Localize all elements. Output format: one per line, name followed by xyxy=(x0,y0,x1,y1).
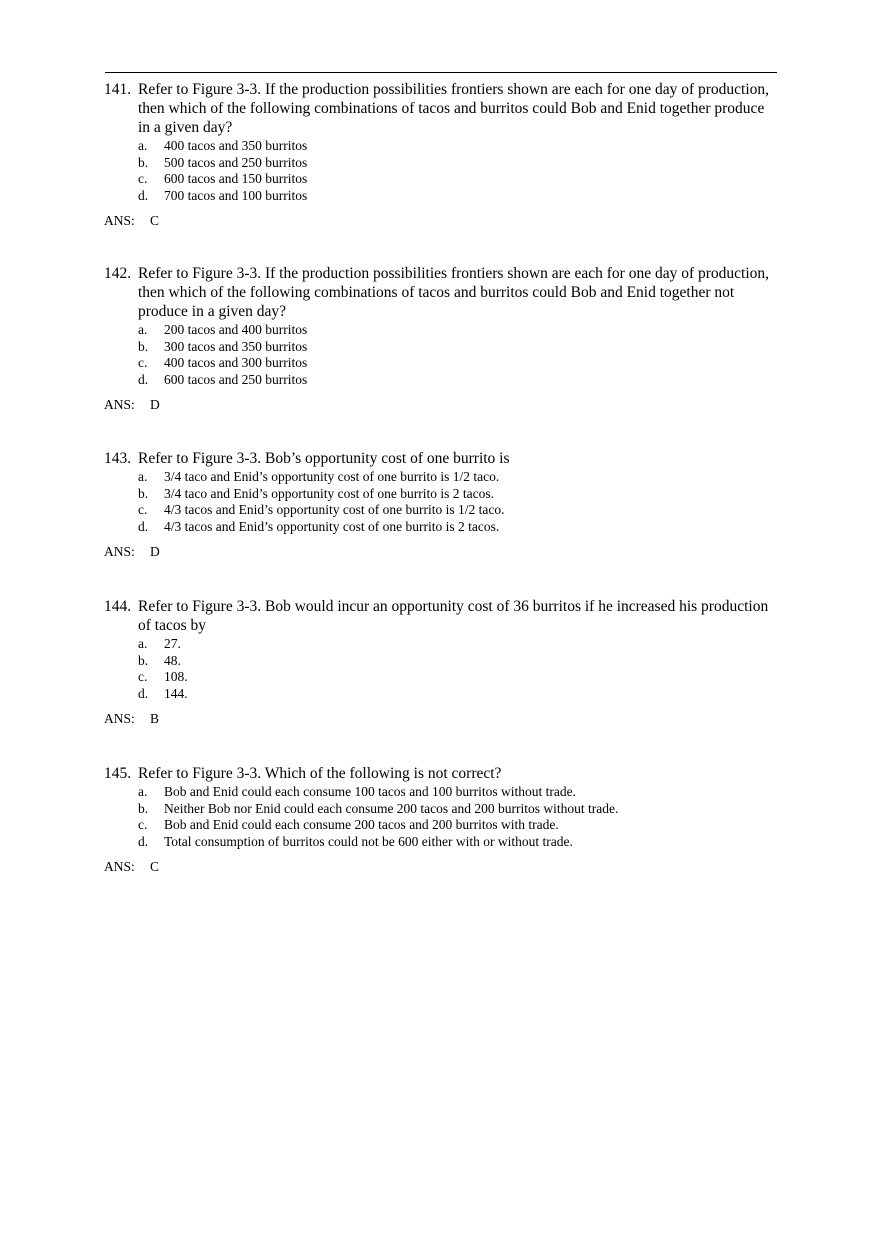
option-letter: a. xyxy=(138,138,148,153)
option-text: 144. xyxy=(164,685,188,701)
option-list xyxy=(138,322,780,388)
option-b xyxy=(138,155,780,172)
answer-value: D xyxy=(150,544,160,559)
option-text: 108. xyxy=(164,669,188,684)
option-letter: c. xyxy=(138,502,148,517)
option-a xyxy=(138,322,780,339)
question-number: 144. xyxy=(104,598,132,615)
option-letter: b. xyxy=(138,800,149,816)
option-letter: d. xyxy=(138,833,149,849)
answer-line xyxy=(104,397,780,413)
option-letter: c. xyxy=(138,171,148,186)
answer-line xyxy=(104,711,780,727)
option-text: Bob and Enid could each consume 200 tacos and 200 burritos with trade. xyxy=(164,817,559,832)
option-text: 600 tacos and 250 burritos xyxy=(164,371,308,387)
answer-value: D xyxy=(150,397,160,412)
option-a xyxy=(138,469,780,486)
option-letter: b. xyxy=(138,485,149,501)
option-a xyxy=(138,636,780,653)
option-letter: a. xyxy=(138,469,148,484)
option-list xyxy=(138,784,780,850)
question-text: Refer to Figure 3-3. If the production possibilities frontiers shown are each for one day of production, then which of the following combinations of tacos and burritos could Bob and Enid together produce in a given day? xyxy=(138,81,770,136)
answer-label: ANS: xyxy=(104,213,135,228)
option-a xyxy=(138,138,780,155)
option-b xyxy=(138,801,780,818)
option-text: 700 tacos and 100 burritos xyxy=(164,187,308,203)
question-number: 141. xyxy=(104,81,132,98)
option-letter: d. xyxy=(138,187,149,203)
option-letter: c. xyxy=(138,817,148,832)
option-list xyxy=(138,636,780,702)
option-b xyxy=(138,339,780,356)
question-text: Refer to Figure 3-3. Bob would incur an opportunity cost of 36 burritos if he increased his production of tacos by xyxy=(138,598,769,634)
option-text: 400 tacos and 350 burritos xyxy=(164,138,308,153)
option-c xyxy=(138,171,780,188)
option-text: 400 tacos and 300 burritos xyxy=(164,355,308,370)
option-text: Neither Bob nor Enid could each consume 200 tacos and 200 burritos without trade. xyxy=(164,800,619,816)
answer-line xyxy=(104,213,780,229)
question-text: Refer to Figure 3-3. Which of the following is not correct? xyxy=(138,765,502,782)
answer-label: ANS: xyxy=(104,397,135,412)
option-d xyxy=(138,519,780,536)
option-letter: d. xyxy=(138,371,149,387)
answer-label: ANS: xyxy=(104,544,135,559)
option-c xyxy=(138,502,780,519)
question-number: 142. xyxy=(104,265,132,282)
option-text: Bob and Enid could each consume 100 tacos and 100 burritos without trade. xyxy=(164,784,577,799)
option-text: 4/3 tacos and Enid’s opportunity cost of one burrito is 1/2 taco. xyxy=(164,502,505,517)
question-number: 143. xyxy=(104,450,132,467)
option-text: Total consumption of burritos could not be 600 either with or without trade. xyxy=(164,833,573,849)
option-d xyxy=(138,834,780,851)
option-b xyxy=(138,486,780,503)
option-letter: a. xyxy=(138,322,148,337)
header-rule xyxy=(105,72,777,73)
question-text: Refer to Figure 3-3. Bob’s opportunity cost of one burrito is xyxy=(138,450,510,467)
question-text: Refer to Figure 3-3. If the production possibilities frontiers shown are each for one day of production, then which of the following combinations of tacos and burritos could Bob and Enid together not produce in a given day? xyxy=(138,265,770,320)
option-letter: c. xyxy=(138,355,148,370)
option-letter: b. xyxy=(138,154,149,170)
option-c xyxy=(138,817,780,834)
option-list xyxy=(138,138,780,204)
question-143 xyxy=(104,449,780,560)
question-144 xyxy=(104,597,780,727)
option-text: 48. xyxy=(164,652,181,668)
question-145 xyxy=(104,764,780,875)
option-text: 200 tacos and 400 burritos xyxy=(164,322,308,337)
option-text: 600 tacos and 150 burritos xyxy=(164,171,308,186)
option-letter: c. xyxy=(138,669,148,684)
answer-line xyxy=(104,859,780,875)
option-letter: d. xyxy=(138,518,149,534)
option-c xyxy=(138,355,780,372)
answer-value: C xyxy=(150,859,160,874)
option-a xyxy=(138,784,780,801)
option-d xyxy=(138,188,780,205)
question-number: 145. xyxy=(104,765,132,782)
option-c xyxy=(138,669,780,686)
option-d xyxy=(138,686,780,703)
answer-value: B xyxy=(150,711,160,726)
option-d xyxy=(138,372,780,389)
option-letter: a. xyxy=(138,636,148,651)
option-letter: b. xyxy=(138,652,149,668)
answer-line xyxy=(104,544,780,560)
answer-label: ANS: xyxy=(104,711,135,726)
option-text: 4/3 tacos and Enid’s opportunity cost of one burrito is 2 tacos. xyxy=(164,518,500,534)
question-142 xyxy=(104,264,780,413)
option-list xyxy=(138,469,780,535)
answer-label: ANS: xyxy=(104,859,135,874)
option-b xyxy=(138,653,780,670)
question-141 xyxy=(104,80,780,229)
answer-value: C xyxy=(150,213,160,228)
option-letter: a. xyxy=(138,784,148,799)
option-text: 500 tacos and 250 burritos xyxy=(164,154,308,170)
option-text: 3/4 taco and Enid’s opportunity cost of one burrito is 2 tacos. xyxy=(164,485,494,501)
option-text: 3/4 taco and Enid’s opportunity cost of one burrito is 1/2 taco. xyxy=(164,469,500,484)
option-letter: d. xyxy=(138,685,149,701)
option-text: 27. xyxy=(164,636,181,651)
option-text: 300 tacos and 350 burritos xyxy=(164,338,308,354)
option-letter: b. xyxy=(138,338,149,354)
